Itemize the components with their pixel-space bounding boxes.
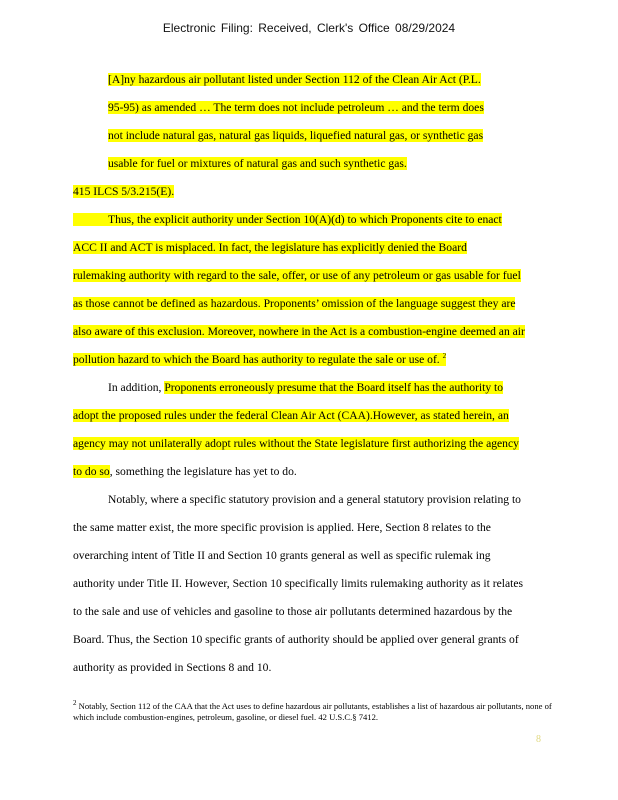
footnote [73, 701, 553, 723]
para3-line-6: Board. Thus, the Section 10 specific grants of authority should be applied over general grants of [73, 633, 519, 646]
footnote-text: Notably, Section 112 of the CAA that the Act uses to define hazardous air pollutants, establishes a list of hazardous air pollutants, none of which include combustion-engines, petroleum, gasoline, or diesel fuel. 42 U.S.C.§ 7412. [73, 701, 552, 722]
para3-line-2: the same matter exist, the more specific provision is applied. Here, Section 8 relates to the [73, 521, 491, 534]
para1-line-5: also aware of this exclusion. Moreover, nowhere in the Act is a combustion-engine deemed an air [73, 325, 525, 338]
quote-line-1: [A]ny hazardous air pollutant listed under Section 112 of the Clean Air Act (P.L. [108, 73, 481, 86]
para2-line-4: to do so, something the legislature has yet to do. [73, 465, 297, 478]
para2-line-3: agency may not unilaterally adopt rules without the State legislature first authorizing the agency [73, 437, 519, 450]
page-number: 8 [536, 734, 541, 745]
para1-line-1: Thus, the explicit authority under Section 10(A)(d) to which Proponents cite to enact [73, 212, 502, 227]
quote-line-4: usable for fuel or mixtures of natural gas and such synthetic gas. [108, 157, 407, 170]
para3-line-1: Notably, where a specific statutory provision and a general statutory provision relating to [108, 493, 521, 506]
para3-line-5: to the sale and use of vehicles and gasoline to those air pollutants determined hazardous by the [73, 605, 513, 618]
para2-line-2: adopt the proposed rules under the federal Clean Air Act (CAA).However, as stated herein, an [73, 409, 509, 422]
para3-line-7: authority as provided in Sections 8 and 10. [73, 661, 272, 674]
para3-line-4: authority under Title II. However, Section 10 specifically limits rulemaking authority as it relates [73, 577, 523, 590]
quote-line-2: 95-95) as amended … The term does not include petroleum … and the term does [108, 101, 484, 114]
para3-line-3: overarching intent of Title II and Section 10 grants general as well as specific rulemak ing [73, 549, 491, 562]
para2-line-1: In addition, Proponents erroneously presume that the Board itself has the authority to [108, 381, 504, 394]
para1-line-3: rulemaking authority with regard to the sale, offer, or use of any petroleum or gas usable for fuel [73, 269, 521, 282]
para1-line-2: ACC II and ACT is misplaced. In fact, the legislature has explicitly denied the Board [73, 241, 467, 254]
footnote-mark: 2 [73, 699, 77, 708]
footnote-reference[interactable]: 2 [442, 352, 447, 361]
para1-line-6: pollution hazard to which the Board has authority to regulate the sale or use of. $^2$ [73, 352, 447, 366]
para1-line-4: as those cannot be defined as hazardous. Proponents’ omission of the language suggest they are [73, 297, 516, 310]
statute-citation: 415 ILCS 5/3.215(E). [73, 185, 175, 198]
quote-line-3: not include natural gas, natural gas liquids, liquefied natural gas, or synthetic gas [108, 129, 484, 142]
filing-header: Electronic Filing: Received, Clerk's Office 08/29/2024 [162, 21, 456, 35]
